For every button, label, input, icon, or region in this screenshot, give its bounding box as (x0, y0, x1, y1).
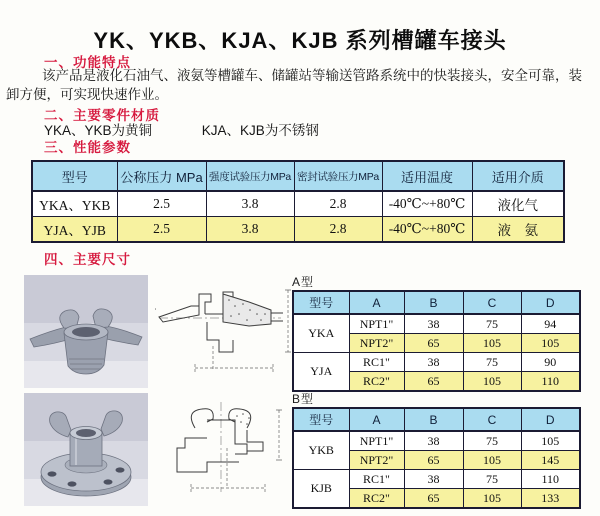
cell: RC2" (349, 489, 404, 509)
section-heading-performance: 三、性能参数 (44, 140, 131, 155)
material-steel-text: KJA、KJB为不锈钢 (201, 123, 319, 138)
cell: 105 (463, 334, 521, 353)
flanged-coupling-photo-image (24, 393, 148, 506)
table-row (32, 217, 564, 243)
cell: 2.5 (117, 191, 206, 217)
col-header-nominal-pressure: 公称压力 MPa (117, 161, 206, 191)
col-header-model: 型号 (293, 408, 349, 431)
cell: YKA、YKB (32, 191, 117, 217)
col-header-a: A (349, 408, 404, 431)
cell: 65 (404, 372, 463, 392)
col-header-medium: 适用介质 (472, 161, 564, 191)
col-header-model: 型号 (293, 291, 349, 314)
cell: 65 (404, 334, 463, 353)
cell: 3.8 (206, 191, 294, 217)
table-row (293, 353, 580, 372)
cell: 90 (521, 353, 580, 372)
cell: 65 (404, 451, 463, 470)
cell: RC2" (349, 372, 404, 392)
col-header-model: 型号 (32, 161, 117, 191)
cell: 75 (463, 314, 521, 334)
col-header-d: D (521, 408, 580, 431)
performance-table (31, 160, 565, 243)
col-header-b: B (404, 291, 463, 314)
cell: 105 (521, 431, 580, 451)
table-row (293, 431, 580, 451)
cell: 75 (463, 470, 521, 489)
dim-table-a-label: A型 (292, 275, 315, 289)
cell: RC1" (349, 470, 404, 489)
product-photo-flanged-coupling (24, 393, 148, 506)
cell: 75 (463, 353, 521, 372)
cell: 145 (521, 451, 580, 470)
section-heading-dimensions: 四、主要尺寸 (44, 252, 131, 267)
cell: NPT2" (349, 334, 404, 353)
dimension-table-b (292, 407, 581, 509)
col-header-d: D (521, 291, 580, 314)
col-header-c: C (463, 408, 521, 431)
col-header-temperature: 适用温度 (382, 161, 472, 191)
col-header-c: C (463, 291, 521, 314)
dim-table-b-label: B型 (292, 392, 315, 406)
cell: NPT1" (349, 431, 404, 451)
flanged-coupling-drawing-image (163, 398, 289, 496)
section-heading-materials: 二、主要零件材质 (44, 108, 160, 123)
cell: 液化气 (472, 191, 564, 217)
dim-b-header-row (293, 408, 580, 431)
section-heading-features: 一、功能特点 (44, 55, 131, 70)
cell: 38 (404, 431, 463, 451)
product-photo-wing-coupling (24, 275, 148, 388)
cell: 105 (463, 372, 521, 392)
cell: 38 (404, 353, 463, 372)
cell: 94 (521, 314, 580, 334)
cell: 133 (521, 489, 580, 509)
features-paragraph: 该产品是液化石油气、液氨等槽罐车、储罐站等输送管路系统中的快装接头，安全可靠，装卸方便，可实现快速作业。 (6, 68, 582, 102)
cell: 105 (521, 334, 580, 353)
cell: 65 (404, 489, 463, 509)
col-header-seal-test: 密封试验压力MPa (294, 161, 382, 191)
cell: -40℃~+80℃ (382, 217, 472, 243)
drawing-wing-coupling-section (155, 280, 295, 376)
cell: 2.5 (117, 217, 206, 243)
cell: 38 (404, 314, 463, 334)
page-title: YK、YKB、KJA、KJB 系列槽罐车接头 (93, 27, 507, 53)
cell: 105 (463, 451, 521, 470)
model-cell: KJB (293, 470, 349, 509)
cell: 38 (404, 470, 463, 489)
cell: 液 氨 (472, 217, 564, 243)
performance-header-row (32, 161, 564, 191)
cell: 105 (463, 489, 521, 509)
model-cell: YJA (293, 353, 349, 392)
cell: NPT1" (349, 314, 404, 334)
cell: 2.8 (294, 217, 382, 243)
cell: -40℃~+80℃ (382, 191, 472, 217)
cell: YJA、YJB (32, 217, 117, 243)
drawing-flanged-coupling-section (163, 398, 289, 496)
col-header-a: A (349, 291, 404, 314)
table-row (32, 191, 564, 217)
cell: NPT2" (349, 451, 404, 470)
cell: 110 (521, 470, 580, 489)
wing-coupling-photo-image (24, 275, 148, 388)
table-row (293, 314, 580, 334)
model-cell: YKB (293, 431, 349, 470)
cell: 2.8 (294, 191, 382, 217)
dim-a-header-row (293, 291, 580, 314)
cell: 75 (463, 431, 521, 451)
dimension-table-a (292, 290, 581, 392)
col-header-strength-test: 强度试验压力MPa (206, 161, 294, 191)
table-row (293, 470, 580, 489)
cell: RC1" (349, 353, 404, 372)
col-header-b: B (404, 408, 463, 431)
model-cell: YKA (293, 314, 349, 353)
cell: 3.8 (206, 217, 294, 243)
cell: 110 (521, 372, 580, 392)
wing-coupling-drawing-image (155, 280, 295, 376)
material-brass-text: YKA、YKB为黄铜 (44, 123, 153, 138)
